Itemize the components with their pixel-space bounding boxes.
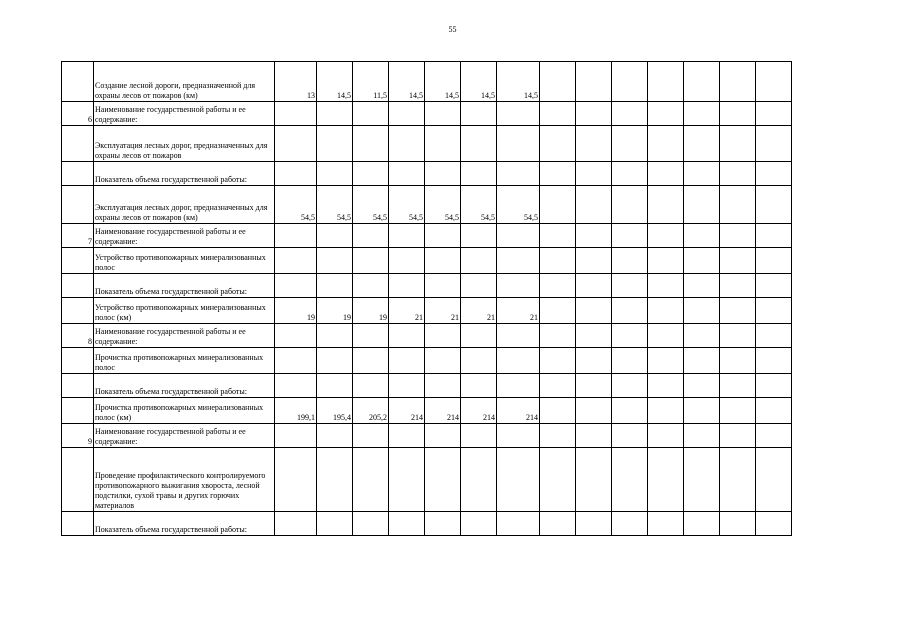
empty-cell bbox=[720, 224, 756, 248]
empty-cell bbox=[648, 448, 684, 512]
value-cell bbox=[425, 126, 461, 162]
empty-cell bbox=[540, 126, 576, 162]
empty-cell bbox=[576, 348, 612, 374]
value-cell bbox=[317, 512, 353, 536]
empty-cell bbox=[540, 62, 576, 102]
row-index bbox=[62, 62, 94, 102]
row-index bbox=[62, 126, 94, 162]
row-index bbox=[62, 186, 94, 224]
value-cell bbox=[461, 274, 497, 298]
value-cell bbox=[497, 324, 540, 348]
empty-cell bbox=[540, 224, 576, 248]
empty-cell bbox=[648, 348, 684, 374]
value-cell bbox=[389, 274, 425, 298]
value-cell bbox=[461, 162, 497, 186]
row-description: Показатель объема государственной работы: bbox=[94, 512, 275, 536]
empty-cell bbox=[576, 512, 612, 536]
value-cell bbox=[497, 512, 540, 536]
empty-cell bbox=[720, 374, 756, 398]
value-cell bbox=[461, 348, 497, 374]
empty-cell bbox=[612, 248, 648, 274]
value-cell bbox=[353, 102, 389, 126]
value-cell: 199,1 bbox=[275, 398, 317, 424]
value-cell bbox=[275, 324, 317, 348]
table-row bbox=[62, 448, 792, 512]
empty-cell bbox=[540, 248, 576, 274]
table-row bbox=[62, 512, 792, 536]
empty-cell bbox=[720, 298, 756, 324]
value-cell bbox=[353, 448, 389, 512]
row-description: Показатель объема государственной работы: bbox=[94, 162, 275, 186]
value-cell: 54,5 bbox=[353, 186, 389, 224]
empty-cell bbox=[756, 374, 792, 398]
value-cell: 21 bbox=[389, 298, 425, 324]
value-cell bbox=[353, 274, 389, 298]
empty-cell bbox=[720, 274, 756, 298]
value-cell bbox=[353, 374, 389, 398]
value-cell: 14,5 bbox=[461, 62, 497, 102]
empty-cell bbox=[648, 186, 684, 224]
value-cell: 14,5 bbox=[389, 62, 425, 102]
value-cell bbox=[317, 248, 353, 274]
value-cell bbox=[317, 324, 353, 348]
value-cell bbox=[497, 224, 540, 248]
row-index: 7 bbox=[62, 224, 94, 248]
empty-cell bbox=[720, 398, 756, 424]
empty-cell bbox=[756, 186, 792, 224]
empty-cell bbox=[720, 248, 756, 274]
empty-cell bbox=[576, 374, 612, 398]
empty-cell bbox=[540, 298, 576, 324]
row-description: Проведение профилактического контролируемого противопожарного выжигания хвороста, лесной подстилки, сухой травы и других горючих материалов bbox=[94, 448, 275, 512]
value-cell bbox=[461, 448, 497, 512]
empty-cell bbox=[540, 398, 576, 424]
row-index: 8 bbox=[62, 324, 94, 348]
value-cell bbox=[389, 374, 425, 398]
empty-cell bbox=[648, 126, 684, 162]
empty-cell bbox=[540, 374, 576, 398]
empty-cell bbox=[612, 512, 648, 536]
empty-cell bbox=[756, 102, 792, 126]
row-description: Эксплуатация лесных дорог, предназначенных для охраны лесов от пожаров (км) bbox=[94, 186, 275, 224]
row-description: Устройство противопожарных минерализованных полос (км) bbox=[94, 298, 275, 324]
value-cell: 11,5 bbox=[353, 62, 389, 102]
value-cell bbox=[425, 348, 461, 374]
row-description: Наименование государственной работы и ее содержание: bbox=[94, 424, 275, 448]
value-cell: 54,5 bbox=[461, 186, 497, 224]
value-cell: 13 bbox=[275, 62, 317, 102]
empty-cell bbox=[576, 274, 612, 298]
value-cell bbox=[317, 126, 353, 162]
value-cell bbox=[317, 274, 353, 298]
value-cell bbox=[353, 424, 389, 448]
value-cell: 214 bbox=[461, 398, 497, 424]
value-cell: 54,5 bbox=[425, 186, 461, 224]
value-cell bbox=[425, 102, 461, 126]
value-cell: 19 bbox=[275, 298, 317, 324]
value-cell: 214 bbox=[389, 398, 425, 424]
empty-cell bbox=[684, 424, 720, 448]
value-cell bbox=[275, 448, 317, 512]
table-row bbox=[62, 298, 792, 324]
empty-cell bbox=[612, 126, 648, 162]
table-body bbox=[62, 62, 792, 536]
row-index bbox=[62, 298, 94, 324]
value-cell bbox=[425, 448, 461, 512]
empty-cell bbox=[720, 448, 756, 512]
empty-cell bbox=[540, 274, 576, 298]
value-cell bbox=[275, 348, 317, 374]
row-index bbox=[62, 448, 94, 512]
table-row bbox=[62, 398, 792, 424]
value-cell bbox=[425, 424, 461, 448]
empty-cell bbox=[684, 324, 720, 348]
table-row bbox=[62, 224, 792, 248]
empty-cell bbox=[720, 162, 756, 186]
value-cell: 195,4 bbox=[317, 398, 353, 424]
row-description: Прочистка противопожарных минерализованных полос bbox=[94, 348, 275, 374]
empty-cell bbox=[684, 448, 720, 512]
row-description: Показатель объема государственной работы: bbox=[94, 374, 275, 398]
empty-cell bbox=[684, 298, 720, 324]
empty-cell bbox=[576, 186, 612, 224]
value-cell bbox=[389, 348, 425, 374]
empty-cell bbox=[684, 348, 720, 374]
empty-cell bbox=[540, 448, 576, 512]
empty-cell bbox=[720, 512, 756, 536]
empty-cell bbox=[576, 398, 612, 424]
value-cell: 19 bbox=[353, 298, 389, 324]
empty-cell bbox=[648, 424, 684, 448]
table-row bbox=[62, 274, 792, 298]
value-cell bbox=[497, 274, 540, 298]
value-cell bbox=[497, 248, 540, 274]
value-cell bbox=[353, 348, 389, 374]
empty-cell bbox=[540, 348, 576, 374]
empty-cell bbox=[756, 126, 792, 162]
row-index bbox=[62, 398, 94, 424]
value-cell bbox=[389, 512, 425, 536]
value-cell: 54,5 bbox=[317, 186, 353, 224]
empty-cell bbox=[576, 424, 612, 448]
value-cell bbox=[275, 126, 317, 162]
value-cell bbox=[353, 248, 389, 274]
value-cell bbox=[353, 324, 389, 348]
value-cell: 205,2 bbox=[353, 398, 389, 424]
empty-cell bbox=[684, 398, 720, 424]
value-cell bbox=[275, 224, 317, 248]
value-cell bbox=[353, 224, 389, 248]
row-description: Показатель объема государственной работы: bbox=[94, 274, 275, 298]
value-cell bbox=[461, 102, 497, 126]
value-cell: 21 bbox=[461, 298, 497, 324]
empty-cell bbox=[684, 224, 720, 248]
value-cell: 54,5 bbox=[497, 186, 540, 224]
table-row bbox=[62, 348, 792, 374]
value-cell bbox=[275, 102, 317, 126]
value-cell bbox=[425, 512, 461, 536]
value-cell bbox=[425, 162, 461, 186]
empty-cell bbox=[648, 248, 684, 274]
table-row bbox=[62, 102, 792, 126]
row-index bbox=[62, 348, 94, 374]
empty-cell bbox=[684, 274, 720, 298]
row-description: Прочистка противопожарных минерализованных полос (км) bbox=[94, 398, 275, 424]
empty-cell bbox=[756, 324, 792, 348]
empty-cell bbox=[612, 448, 648, 512]
value-cell bbox=[389, 248, 425, 274]
empty-cell bbox=[648, 274, 684, 298]
row-index bbox=[62, 374, 94, 398]
value-cell bbox=[275, 274, 317, 298]
empty-cell bbox=[684, 248, 720, 274]
empty-cell bbox=[612, 62, 648, 102]
table-row bbox=[62, 424, 792, 448]
empty-cell bbox=[648, 398, 684, 424]
empty-cell bbox=[576, 102, 612, 126]
row-description: Эксплуатация лесных дорог, предназначенных для охраны лесов от пожаров bbox=[94, 126, 275, 162]
value-cell bbox=[353, 512, 389, 536]
empty-cell bbox=[684, 62, 720, 102]
value-cell bbox=[425, 224, 461, 248]
row-description: Наименование государственной работы и ее содержание: bbox=[94, 102, 275, 126]
table-row bbox=[62, 324, 792, 348]
value-cell: 19 bbox=[317, 298, 353, 324]
empty-cell bbox=[756, 224, 792, 248]
value-cell bbox=[353, 126, 389, 162]
empty-cell bbox=[576, 162, 612, 186]
value-cell bbox=[389, 126, 425, 162]
empty-cell bbox=[612, 348, 648, 374]
value-cell: 214 bbox=[497, 398, 540, 424]
value-cell bbox=[389, 162, 425, 186]
value-cell: 21 bbox=[425, 298, 461, 324]
value-cell bbox=[353, 162, 389, 186]
row-description: Наименование государственной работы и ее содержание: bbox=[94, 324, 275, 348]
empty-cell bbox=[540, 324, 576, 348]
empty-cell bbox=[720, 324, 756, 348]
value-cell bbox=[317, 224, 353, 248]
value-cell bbox=[425, 324, 461, 348]
page-number: 55 bbox=[448, 25, 457, 34]
empty-cell bbox=[648, 162, 684, 186]
empty-cell bbox=[720, 102, 756, 126]
empty-cell bbox=[756, 62, 792, 102]
value-cell bbox=[275, 424, 317, 448]
value-cell bbox=[317, 348, 353, 374]
value-cell bbox=[497, 348, 540, 374]
empty-cell bbox=[756, 298, 792, 324]
value-cell bbox=[461, 374, 497, 398]
value-cell bbox=[425, 274, 461, 298]
empty-cell bbox=[576, 126, 612, 162]
row-index bbox=[62, 274, 94, 298]
value-cell bbox=[317, 448, 353, 512]
value-cell: 21 bbox=[497, 298, 540, 324]
table-row bbox=[62, 248, 792, 274]
value-cell: 54,5 bbox=[389, 186, 425, 224]
empty-cell bbox=[576, 62, 612, 102]
value-cell bbox=[497, 374, 540, 398]
value-cell bbox=[497, 126, 540, 162]
value-cell bbox=[425, 374, 461, 398]
row-index bbox=[62, 512, 94, 536]
empty-cell bbox=[648, 512, 684, 536]
empty-cell bbox=[612, 186, 648, 224]
row-description: Создание лесной дороги, предназначенной для охраны лесов от пожаров (км) bbox=[94, 62, 275, 102]
value-cell bbox=[275, 512, 317, 536]
value-cell: 54,5 bbox=[275, 186, 317, 224]
value-cell bbox=[461, 324, 497, 348]
empty-cell bbox=[612, 398, 648, 424]
empty-cell bbox=[684, 126, 720, 162]
value-cell bbox=[389, 324, 425, 348]
empty-cell bbox=[612, 424, 648, 448]
table-row bbox=[62, 126, 792, 162]
value-cell bbox=[461, 126, 497, 162]
value-cell: 14,5 bbox=[425, 62, 461, 102]
empty-cell bbox=[648, 62, 684, 102]
empty-cell bbox=[540, 162, 576, 186]
value-cell bbox=[461, 512, 497, 536]
empty-cell bbox=[612, 162, 648, 186]
value-cell: 214 bbox=[425, 398, 461, 424]
row-index: 6 bbox=[62, 102, 94, 126]
empty-cell bbox=[648, 102, 684, 126]
empty-cell bbox=[756, 512, 792, 536]
row-description: Наименование государственной работы и ее содержание: bbox=[94, 224, 275, 248]
table-row bbox=[62, 162, 792, 186]
empty-cell bbox=[756, 398, 792, 424]
empty-cell bbox=[540, 512, 576, 536]
value-cell bbox=[275, 162, 317, 186]
empty-cell bbox=[720, 348, 756, 374]
value-cell bbox=[461, 248, 497, 274]
value-cell bbox=[275, 248, 317, 274]
table-row bbox=[62, 374, 792, 398]
empty-cell bbox=[576, 324, 612, 348]
empty-cell bbox=[540, 186, 576, 224]
empty-cell bbox=[612, 324, 648, 348]
table-row bbox=[62, 186, 792, 224]
empty-cell bbox=[576, 298, 612, 324]
empty-cell bbox=[756, 348, 792, 374]
empty-cell bbox=[756, 274, 792, 298]
empty-cell bbox=[684, 102, 720, 126]
empty-cell bbox=[648, 374, 684, 398]
empty-cell bbox=[756, 424, 792, 448]
empty-cell bbox=[684, 162, 720, 186]
empty-cell bbox=[684, 512, 720, 536]
empty-cell bbox=[720, 186, 756, 224]
works-table bbox=[61, 61, 792, 536]
empty-cell bbox=[576, 448, 612, 512]
empty-cell bbox=[720, 62, 756, 102]
value-cell bbox=[389, 224, 425, 248]
value-cell bbox=[425, 248, 461, 274]
value-cell bbox=[317, 424, 353, 448]
value-cell bbox=[497, 448, 540, 512]
row-index: 9 bbox=[62, 424, 94, 448]
value-cell bbox=[461, 224, 497, 248]
empty-cell bbox=[612, 298, 648, 324]
empty-cell bbox=[756, 248, 792, 274]
empty-cell bbox=[540, 424, 576, 448]
row-description: Устройство противопожарных минерализованных полос bbox=[94, 248, 275, 274]
empty-cell bbox=[720, 424, 756, 448]
empty-cell bbox=[576, 248, 612, 274]
row-index bbox=[62, 162, 94, 186]
value-cell bbox=[497, 162, 540, 186]
empty-cell bbox=[720, 126, 756, 162]
empty-cell bbox=[684, 374, 720, 398]
empty-cell bbox=[756, 448, 792, 512]
value-cell bbox=[317, 102, 353, 126]
empty-cell bbox=[684, 186, 720, 224]
value-cell: 14,5 bbox=[317, 62, 353, 102]
value-cell bbox=[317, 374, 353, 398]
empty-cell bbox=[648, 298, 684, 324]
row-index bbox=[62, 248, 94, 274]
value-cell bbox=[389, 448, 425, 512]
empty-cell bbox=[612, 224, 648, 248]
empty-cell bbox=[648, 324, 684, 348]
empty-cell bbox=[756, 162, 792, 186]
value-cell bbox=[275, 374, 317, 398]
value-cell bbox=[497, 424, 540, 448]
value-cell bbox=[389, 102, 425, 126]
value-cell bbox=[317, 162, 353, 186]
empty-cell bbox=[612, 274, 648, 298]
table-row bbox=[62, 62, 792, 102]
empty-cell bbox=[612, 374, 648, 398]
value-cell bbox=[389, 424, 425, 448]
empty-cell bbox=[612, 102, 648, 126]
value-cell: 14,5 bbox=[497, 62, 540, 102]
empty-cell bbox=[576, 224, 612, 248]
value-cell bbox=[497, 102, 540, 126]
empty-cell bbox=[648, 224, 684, 248]
empty-cell bbox=[540, 102, 576, 126]
value-cell bbox=[461, 424, 497, 448]
